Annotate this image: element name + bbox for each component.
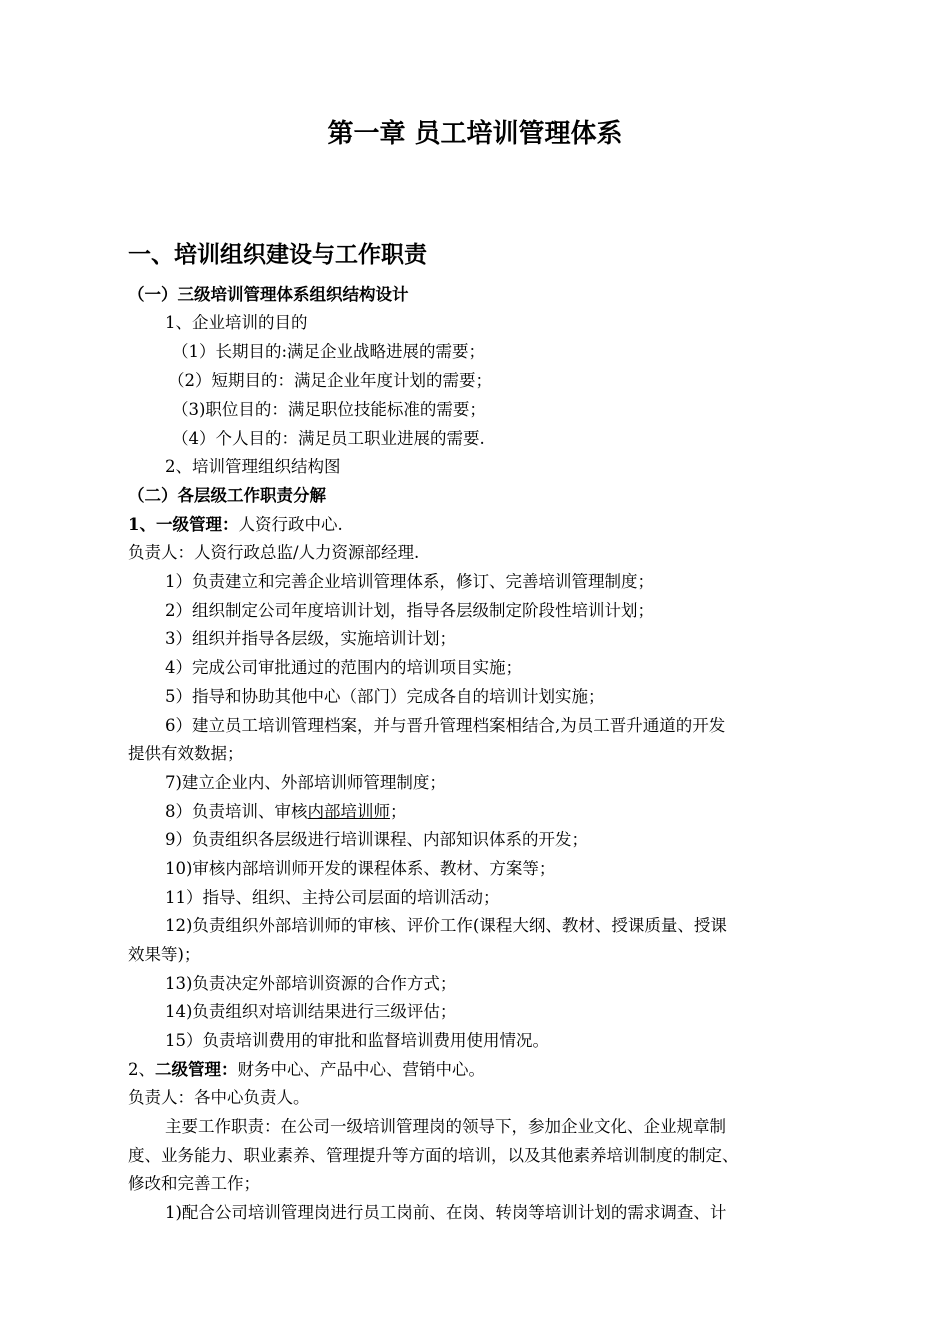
org-chart-heading: 2、培训管理组织结构图 xyxy=(165,457,341,476)
duty-item: 9）负责组织各层级进行培训课程、内部知识体系的开发； xyxy=(165,830,588,849)
duty-item: 12)负责组织外部培训师的审核、评价工作(课程大纲、教材、授课质量、授课 xyxy=(165,916,727,935)
level2-owner: 负责人：各中心负责人。 xyxy=(128,1088,310,1107)
level1-label xyxy=(128,513,343,537)
level1-owner: 负责人：人资行政总监/人力资源部经理. xyxy=(128,543,420,562)
level2-label xyxy=(128,1058,485,1082)
level1-num: 1、 xyxy=(128,515,156,534)
level1-rest: 人资行政中心. xyxy=(238,515,343,534)
duty-item: 10)审核内部培训师开发的课程体系、教材、方案等； xyxy=(165,859,556,878)
duty-item: 7)建立企业内、外部培训师管理制度； xyxy=(165,773,446,792)
duty-item: 15）负责培训费用的审批和监督培训费用使用情况。 xyxy=(165,1031,549,1050)
purpose-item: （2）短期目的：满足企业年度计划的需要； xyxy=(168,371,492,390)
duty-item-cont: 提供有效数据； xyxy=(128,744,244,763)
duty-item: 14)负责组织对培训结果进行三级评估； xyxy=(165,1002,457,1021)
duty-item: 11）指导、组织、主持公司层面的培训活动； xyxy=(165,888,500,907)
duty-item: 6）建立员工培训管理档案，并与晋升管理档案相结合,为员工晋升通道的开发 xyxy=(165,716,726,735)
purpose-heading: 1、企业培训的目的 xyxy=(165,313,308,332)
level2-num: 2、 xyxy=(128,1060,155,1079)
section-heading: 一、培训组织建设与工作职责 xyxy=(128,242,427,268)
duty-item-cont: 效果等)； xyxy=(128,945,201,964)
internal-trainer-link: 内部培训师 xyxy=(307,802,390,821)
duty-item: 13)负责决定外部培训资源的合作方式； xyxy=(165,974,457,993)
level2-main-duty-cont: 修改和完善工作； xyxy=(128,1174,260,1193)
level2-rest: 财务中心、产品中心、营销中心。 xyxy=(237,1060,485,1079)
level2-main-duty-cont: 度、业务能力、职业素养、管理提升等方面的培训，以及其他素养培训制度的制定、 xyxy=(128,1146,739,1165)
subsection-heading-2: （二）各层级工作职责分解 xyxy=(128,486,326,505)
purpose-item: （4）个人目的：满足员工职业进展的需要. xyxy=(172,429,485,448)
duty-item: 5）指导和协助其他中心（部门）完成各自的培训计划实施； xyxy=(165,687,605,706)
duty-item xyxy=(165,800,407,824)
purpose-item: （3)职位目的：满足职位技能标准的需要； xyxy=(172,400,486,419)
level1-bold: 一级管理： xyxy=(155,515,239,534)
duty-item: 1）负责建立和完善企业培训管理体系，修订、完善培训管理制度； xyxy=(165,572,654,591)
duty-item: 4）完成公司审批通过的范围内的培训项目实施； xyxy=(165,658,522,677)
level2-bold: 二级管理： xyxy=(155,1060,238,1079)
chapter-title: 第一章 员工培训管理体系 xyxy=(327,119,623,149)
duty-text: ； xyxy=(390,802,407,821)
subsection-heading-1: （一）三级培训管理体系组织结构设计 xyxy=(128,285,409,304)
level2-main-duty: 主要工作职责：在公司一级培训管理岗的领导下，参加企业文化、企业规章制 xyxy=(165,1117,726,1136)
duty-text: 8）负责培训、审核 xyxy=(165,802,308,821)
duty-item: 2）组织制定公司年度培训计划，指导各层级制定阶段性培训计划； xyxy=(165,601,654,620)
purpose-item: （1）长期目的:满足企业战略进展的需要； xyxy=(172,342,486,361)
duty-item: 3）组织并指导各层级，实施培训计划； xyxy=(165,629,456,648)
duty-item: 1)配合公司培训管理岗进行员工岗前、在岗、转岗等培训计划的需求调查、计 xyxy=(165,1203,727,1222)
